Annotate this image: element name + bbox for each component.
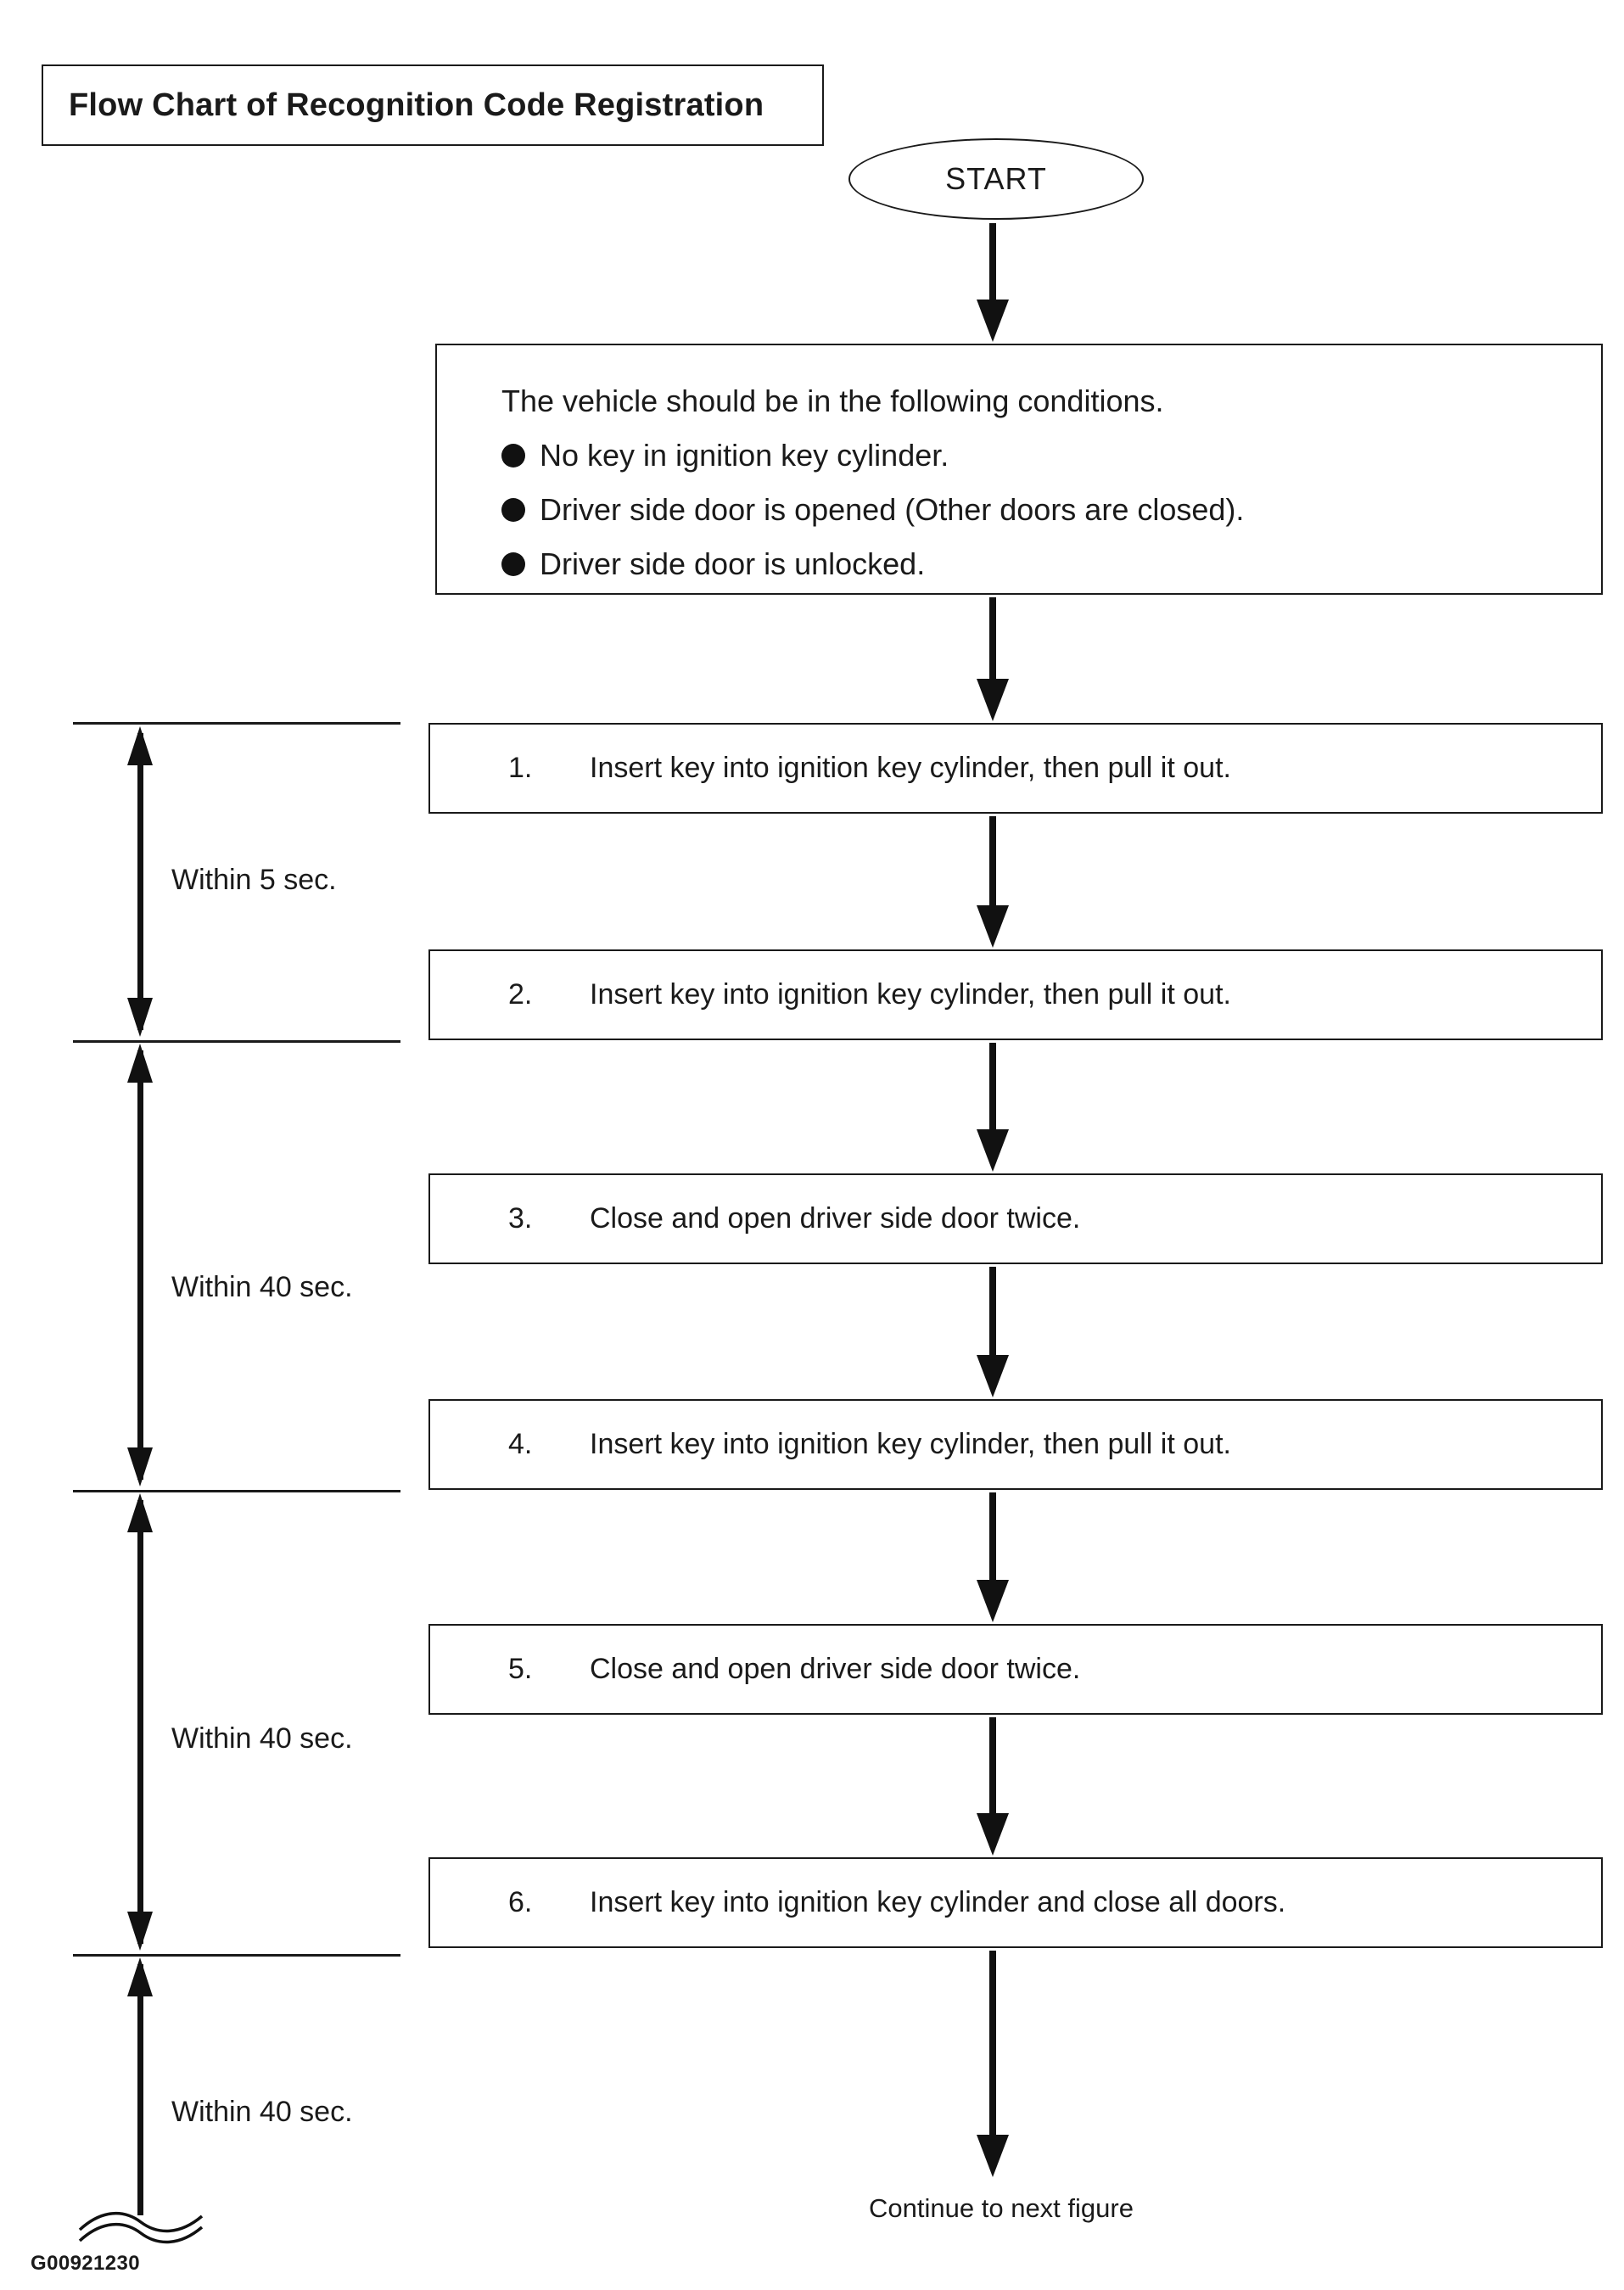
timer-label: Within 40 sec. xyxy=(171,1722,353,1755)
bullet-icon xyxy=(501,498,525,522)
step-number: 3. xyxy=(508,1202,533,1235)
step-number: 5. xyxy=(508,1653,533,1685)
timer-arrow-within-40-sec-2 xyxy=(126,1493,154,1951)
step-text: Close and open driver side door twice. xyxy=(590,1202,1081,1235)
condition-text: No key in ignition key cylinder. xyxy=(540,438,949,473)
step-text: Close and open driver side door twice. xyxy=(590,1653,1081,1685)
bullet-icon xyxy=(501,552,525,576)
arrow-up-icon xyxy=(127,1044,153,1083)
continue-label: Continue to next figure xyxy=(869,2193,1134,2223)
timer-arrow-within-5-sec xyxy=(126,726,154,1037)
arrow-down-icon xyxy=(127,1912,153,1951)
step-number: 1. xyxy=(508,752,533,784)
chart-title: Flow Chart of Recognition Code Registration xyxy=(69,87,764,123)
timing-tick-line xyxy=(73,722,400,725)
start-node xyxy=(848,138,1144,220)
timer-arrow-within-40-sec-3 xyxy=(126,1957,154,2222)
condition-item xyxy=(501,483,1577,537)
timer-label: Within 5 sec. xyxy=(171,864,337,896)
arrow-up-icon xyxy=(127,1493,153,1532)
bullet-icon xyxy=(501,444,525,468)
flow-arrow-conditions-to-step1 xyxy=(977,597,1009,721)
timer-arrow-within-40-sec-1 xyxy=(126,1044,154,1487)
step-box-3 xyxy=(428,1173,1603,1264)
step-box-1 xyxy=(428,723,1603,814)
flow-arrow-start-to-conditions xyxy=(977,223,1009,342)
conditions-intro-line xyxy=(501,374,1577,428)
figure-code: G00921230 xyxy=(31,2252,141,2275)
step-text: Insert key into ignition key cylinder, then pull it out. xyxy=(590,978,1231,1011)
timing-tick-line xyxy=(73,1040,400,1043)
conditions-intro: The vehicle should be in the following conditions. xyxy=(501,384,1164,418)
step-box-4 xyxy=(428,1399,1603,1490)
step-box-6 xyxy=(428,1857,1603,1948)
condition-text: Driver side door is opened (Other doors are closed). xyxy=(540,492,1245,527)
timer-label: Within 40 sec. xyxy=(171,1271,353,1303)
condition-item xyxy=(501,537,1577,591)
condition-text: Driver side door is unlocked. xyxy=(540,546,926,581)
timer-label: Within 40 sec. xyxy=(171,2096,353,2128)
condition-item xyxy=(501,428,1577,483)
flow-arrow-step4-to-step5 xyxy=(977,1492,1009,1622)
step-number: 6. xyxy=(508,1886,533,1918)
step-text: Insert key into ignition key cylinder, then pull it out. xyxy=(590,1428,1231,1460)
arrow-up-icon xyxy=(127,1957,153,1996)
arrow-down-icon xyxy=(127,1447,153,1487)
flow-arrow-step6-to-continue xyxy=(977,1951,1009,2177)
arrow-down-icon xyxy=(127,998,153,1037)
timing-tick-line xyxy=(73,1954,400,1957)
flow-arrow-step5-to-step6 xyxy=(977,1717,1009,1856)
arrow-up-icon xyxy=(127,726,153,765)
step-number: 2. xyxy=(508,978,533,1011)
step-text: Insert key into ignition key cylinder, then pull it out. xyxy=(590,752,1231,784)
flow-arrow-step1-to-step2 xyxy=(977,816,1009,948)
conditions-box xyxy=(435,344,1603,595)
step-text: Insert key into ignition key cylinder and close all doors. xyxy=(590,1886,1286,1918)
break-squiggle-icon xyxy=(75,2203,207,2252)
step-box-2 xyxy=(428,949,1603,1040)
step-number: 4. xyxy=(508,1428,533,1460)
chart-title-box xyxy=(42,64,824,146)
start-label: START xyxy=(945,161,1047,196)
timing-tick-line xyxy=(73,1490,400,1492)
step-box-5 xyxy=(428,1624,1603,1715)
flow-arrow-step2-to-step3 xyxy=(977,1043,1009,1172)
flow-arrow-step3-to-step4 xyxy=(977,1267,1009,1397)
